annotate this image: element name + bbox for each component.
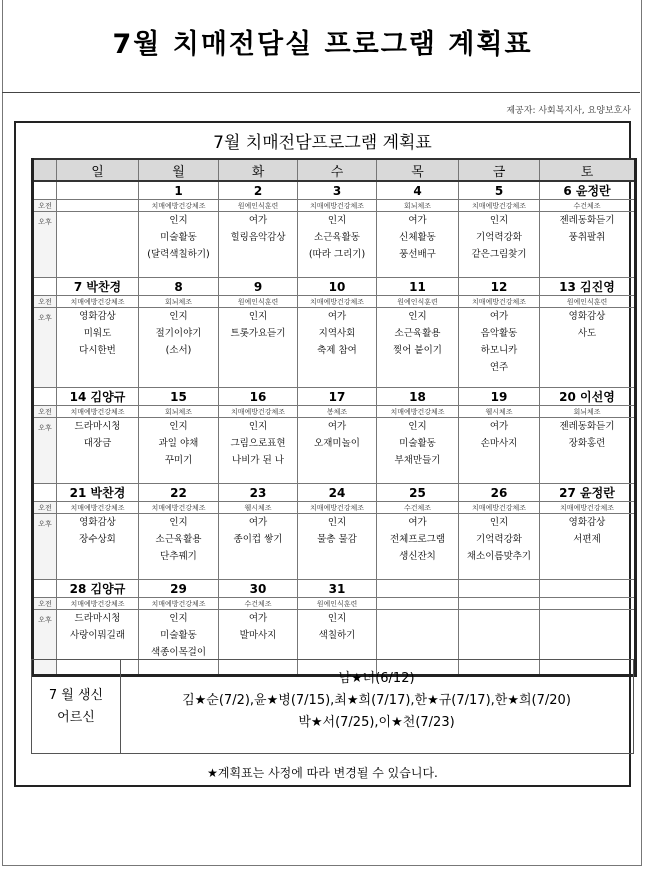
pm-program-cell <box>57 418 139 484</box>
date-cell: 24 <box>298 484 377 502</box>
pm-program-line: 지역사회 <box>318 328 356 339</box>
pm-program-line: 서편제 <box>573 534 601 545</box>
pm-program-cell <box>540 212 636 278</box>
pm-program-cell <box>139 212 219 278</box>
birthday-label <box>32 660 121 753</box>
am-program: 원예인식훈련 <box>540 296 636 308</box>
date-cell: 17 <box>298 388 377 406</box>
am-label: 오전 <box>33 200 57 212</box>
pm-program-line: 꾸미기 <box>164 455 193 466</box>
pm-program-line: 영화감상 <box>568 517 606 528</box>
pm-program-line: 인지 <box>248 311 268 322</box>
pm-program-line: 다시한번 <box>79 345 116 356</box>
birthday-box <box>31 659 634 754</box>
pm-program-line: 부채만들기 <box>394 455 441 466</box>
date-cell: 31 <box>298 580 377 598</box>
am-program: 회뇌체조 <box>540 406 636 418</box>
pm-program-line: 연주 <box>489 362 509 373</box>
date-cell: 13 김진영 <box>540 278 636 296</box>
am-program: 치매예방건강체조 <box>298 200 377 212</box>
pm-program-cell <box>540 308 636 388</box>
am-row <box>33 200 636 212</box>
am-row <box>33 406 636 418</box>
pm-program-cell <box>298 418 377 484</box>
pm-program-cell <box>377 418 459 484</box>
pm-program-cell <box>298 308 377 388</box>
am-program: 원예인식훈련 <box>377 296 459 308</box>
date-cell: 1 <box>139 181 219 200</box>
pm-label: 오후 <box>33 418 57 484</box>
date-cell: 23 <box>219 484 298 502</box>
pm-program-cell <box>377 514 459 580</box>
date-cell <box>540 580 636 598</box>
date-cell: 19 <box>459 388 540 406</box>
pm-program-cell <box>298 514 377 580</box>
date-label-cell <box>33 580 57 598</box>
am-program: 원예인식훈련 <box>298 598 377 610</box>
calendar-title: 7월 치매전담프로그램 계획표 <box>213 133 432 153</box>
date-cell: 25 <box>377 484 459 502</box>
am-label: 오전 <box>33 598 57 610</box>
pm-program-line: 영화감상 <box>79 311 116 322</box>
pm-program-line: 색종이목걸이 <box>150 647 207 658</box>
pm-program-line: 힐링음악감상 <box>230 232 286 243</box>
am-program: 치매예방건강체조 <box>57 296 139 308</box>
birthday-label-line: 7 월 생신 <box>48 687 104 703</box>
change-notice: ★계획표는 사정에 따라 변경될 수 있습니다. <box>207 766 438 780</box>
birthday-label-line: 어르신 <box>57 709 95 725</box>
am-program: 원예인식훈련 <box>219 200 298 212</box>
pm-label: 오후 <box>33 212 57 278</box>
am-label: 오전 <box>33 406 57 418</box>
pm-program-line: 젠레동화듣기 <box>559 215 615 226</box>
pm-program-cell <box>57 514 139 580</box>
date-cell: 3 <box>298 181 377 200</box>
pm-program-line: 여가 <box>408 517 427 528</box>
pm-program-line: 인지 <box>169 311 188 322</box>
pm-program-line: (소서) <box>165 345 192 356</box>
pm-program-cell <box>540 418 636 484</box>
calendar-table <box>31 158 637 677</box>
birthday-line: 남★녀(6/12) <box>338 671 415 686</box>
date-row <box>33 484 636 502</box>
am-program <box>57 200 139 212</box>
pm-program-line: 신체활동 <box>399 232 436 243</box>
date-cell: 15 <box>139 388 219 406</box>
date-cell: 5 <box>459 181 540 200</box>
am-program: 치매예방건강체조 <box>219 406 298 418</box>
pm-program-line: 미술활동 <box>160 630 197 641</box>
am-program: 치매예방건강체조 <box>298 502 377 514</box>
pm-program-line: 인지 <box>327 215 347 226</box>
pm-program-line: 인지 <box>248 421 268 432</box>
pm-program-line: 영화감상 <box>568 311 606 322</box>
pm-program-line: 채소이름맞추기 <box>466 551 532 562</box>
birthday-line: 김★순(7/2),윤★병(7/15),최★희(7/17),한★규(7/17),한★희(7/20) <box>182 693 571 708</box>
weekday-header: 월 <box>139 159 219 181</box>
pm-program-line: 미워도 <box>83 328 112 339</box>
am-program: 웰시체조 <box>219 502 298 514</box>
pm-program-line: 풍취팔취 <box>568 232 606 243</box>
pm-program-cell <box>459 308 540 388</box>
pm-program-line: 젠레동화듣기 <box>559 421 615 432</box>
pm-program-line: 여가 <box>489 421 509 432</box>
pm-program-cell <box>377 308 459 388</box>
am-program <box>377 598 459 610</box>
pm-program-line: 오재미놀이 <box>314 438 360 449</box>
weekday-header: 목 <box>377 159 459 181</box>
pm-program-cell <box>139 514 219 580</box>
am-program: 수건체조 <box>540 200 636 212</box>
am-program: 치매예방건강체조 <box>57 598 139 610</box>
am-program: 봉체조 <box>298 406 377 418</box>
page-title: 7월 치매전담실 프로그램 계획표 <box>112 29 533 60</box>
date-cell: 26 <box>459 484 540 502</box>
date-cell: 7 박찬경 <box>57 278 139 296</box>
am-program: 치매예방건강체조 <box>377 406 459 418</box>
am-program: 회뇌체조 <box>139 406 219 418</box>
pm-program-line: 물총 물감 <box>317 534 357 545</box>
pm-program-line: 여가 <box>327 421 347 432</box>
pm-program-line: 인지 <box>408 421 427 432</box>
date-row <box>33 388 636 406</box>
am-program: 원예인식훈련 <box>219 296 298 308</box>
pm-program-line: 미술활동 <box>399 438 436 449</box>
date-cell: 18 <box>377 388 459 406</box>
pm-program-line: 소근육활용 <box>394 328 441 339</box>
pm-row <box>33 308 636 388</box>
pm-program-line: 인지 <box>169 613 188 624</box>
pm-program-line: 절기이야기 <box>155 328 202 339</box>
pm-row <box>33 212 636 278</box>
pm-program-line: 사도 <box>577 328 597 339</box>
birthday-line: 박★서(7/25),이★천(7/23) <box>298 715 455 730</box>
weekday-header: 수 <box>298 159 377 181</box>
date-cell: 4 <box>377 181 459 200</box>
am-row <box>33 296 636 308</box>
pm-program-line: (달력색칠하기) <box>147 249 210 260</box>
date-label-cell <box>33 484 57 502</box>
am-program: 치매예방건강체조 <box>459 296 540 308</box>
am-program: 회뇌체조 <box>139 296 219 308</box>
title-divider <box>2 92 640 93</box>
pm-program-line: 생신잔치 <box>399 551 436 562</box>
pm-program-line: 사랑이뭐길래 <box>69 630 126 641</box>
date-cell: 29 <box>139 580 219 598</box>
pm-program-line: 손마사지 <box>480 438 518 449</box>
corner-cell <box>33 159 57 181</box>
pm-program-line: 장수상회 <box>79 534 116 545</box>
date-cell: 9 <box>219 278 298 296</box>
am-program: 치매예방건강체조 <box>459 200 540 212</box>
date-row <box>33 278 636 296</box>
date-cell: 30 <box>219 580 298 598</box>
date-cell: 6 윤정란 <box>540 181 636 200</box>
date-cell: 22 <box>139 484 219 502</box>
pm-program-line: 여가 <box>327 311 347 322</box>
pm-program-line: 소근육활동 <box>314 232 360 243</box>
date-cell: 16 <box>219 388 298 406</box>
am-program <box>540 598 636 610</box>
pm-program-line: 여가 <box>489 311 509 322</box>
pm-program-cell <box>139 308 219 388</box>
date-cell: 14 김양규 <box>57 388 139 406</box>
date-cell <box>459 580 540 598</box>
pm-program-line: 나비가 된 나 <box>232 455 284 466</box>
weekday-header: 토 <box>540 159 636 181</box>
pm-program-cell <box>219 308 298 388</box>
weekday-header: 금 <box>459 159 540 181</box>
date-label-cell <box>33 278 57 296</box>
am-program: 치매예방건강체조 <box>540 502 636 514</box>
am-row <box>33 598 636 610</box>
pm-program-line: 같은그림찾기 <box>471 249 527 260</box>
pm-program-line: 인지 <box>489 517 509 528</box>
pm-program-cell <box>459 212 540 278</box>
weekday-header-row <box>33 159 636 181</box>
pm-program-cell <box>219 212 298 278</box>
date-row <box>33 580 636 598</box>
pm-program-line: 종이컵 쌓기 <box>233 534 283 545</box>
pm-program-line: 인지 <box>489 215 509 226</box>
am-row <box>33 502 636 514</box>
pm-program-cell <box>298 212 377 278</box>
date-cell: 10 <box>298 278 377 296</box>
pm-label: 오후 <box>33 514 57 580</box>
date-cell: 12 <box>459 278 540 296</box>
date-cell: 8 <box>139 278 219 296</box>
pm-program-cell <box>377 212 459 278</box>
pm-program-line: 인지 <box>169 215 188 226</box>
pm-program-line: 인지 <box>408 311 427 322</box>
pm-program-line: 인지 <box>169 517 188 528</box>
provider-text: 제공자: 사회복지사, 요양보호사 <box>506 106 631 116</box>
pm-program-line: 과일 야채 <box>158 438 199 449</box>
am-label: 오전 <box>33 502 57 514</box>
date-cell <box>57 181 139 200</box>
pm-program-line: 축제 참여 <box>317 345 357 356</box>
pm-program-line: 드라마시청 <box>74 421 121 432</box>
pm-program-line: 대장금 <box>83 438 112 449</box>
pm-program-cell <box>139 418 219 484</box>
date-cell: 28 김양규 <box>57 580 139 598</box>
pm-program-line: 영화감상 <box>79 517 116 528</box>
pm-program-line: 트롯가요듣기 <box>230 328 286 339</box>
pm-program-line: 전체프로그램 <box>389 534 446 545</box>
weekday-header: 화 <box>219 159 298 181</box>
date-label-cell <box>33 181 57 200</box>
date-cell: 21 박찬경 <box>57 484 139 502</box>
pm-row <box>33 418 636 484</box>
weekday-header: 일 <box>57 159 139 181</box>
birthday-list <box>120 668 633 734</box>
am-program: 치매예방건강체조 <box>459 502 540 514</box>
am-program: 회뇌체조 <box>377 200 459 212</box>
pm-program-line: 색칠하기 <box>318 630 356 641</box>
pm-program-cell <box>459 514 540 580</box>
pm-program-line: 여가 <box>408 215 427 226</box>
date-cell <box>377 580 459 598</box>
am-label: 오전 <box>33 296 57 308</box>
pm-program-line: 단추꿰기 <box>160 551 197 562</box>
pm-program-line: 드라마시청 <box>74 613 121 624</box>
am-program: 웰시체조 <box>459 406 540 418</box>
pm-program-cell <box>57 308 139 388</box>
am-program: 치매예방건강체조 <box>57 406 139 418</box>
pm-row <box>33 514 636 580</box>
pm-program-line: 여가 <box>248 613 268 624</box>
pm-program-cell <box>57 212 139 278</box>
am-program: 수건체조 <box>219 598 298 610</box>
date-label-cell <box>33 388 57 406</box>
date-cell: 27 윤정란 <box>540 484 636 502</box>
pm-program-line: 찢어 붙이기 <box>393 345 442 356</box>
date-cell: 2 <box>219 181 298 200</box>
pm-program-line: 인지 <box>327 517 347 528</box>
pm-program-line: 인지 <box>169 421 188 432</box>
am-program: 치매예방건강체조 <box>139 502 219 514</box>
pm-program-line: 미술활동 <box>160 232 197 243</box>
pm-program-line: 여가 <box>248 215 268 226</box>
pm-label: 오후 <box>33 610 57 676</box>
pm-program-cell <box>219 418 298 484</box>
am-program <box>459 598 540 610</box>
calendar-table-wrap <box>31 158 634 677</box>
pm-program-line: 기억력강화 <box>476 232 522 243</box>
pm-program-cell <box>219 514 298 580</box>
pm-program-line: (따라 그리기) <box>308 249 366 260</box>
am-program: 치매예방건강체조 <box>139 598 219 610</box>
pm-program-line: 소근육활용 <box>155 534 202 545</box>
pm-program-line: 장화홍련 <box>568 438 606 449</box>
pm-program-line: 그림으로표현 <box>230 438 286 449</box>
pm-program-line: 풍선배구 <box>399 249 436 260</box>
pm-program-cell <box>540 514 636 580</box>
am-program: 치매예방건강체조 <box>57 502 139 514</box>
pm-program-line: 기억력강화 <box>476 534 522 545</box>
pm-program-line: 인지 <box>327 613 347 624</box>
am-program: 치매예방건강체조 <box>139 200 219 212</box>
pm-program-line: 발마사지 <box>239 630 277 641</box>
date-row <box>33 181 636 200</box>
pm-program-line: 음악활동 <box>480 328 518 339</box>
date-cell: 20 이선영 <box>540 388 636 406</box>
date-cell: 11 <box>377 278 459 296</box>
pm-program-line: 여가 <box>248 517 268 528</box>
am-program: 치매예방건강체조 <box>298 296 377 308</box>
pm-label: 오후 <box>33 308 57 388</box>
pm-program-cell <box>459 418 540 484</box>
am-program: 수건체조 <box>377 502 459 514</box>
pm-program-line: 하모니카 <box>480 345 518 356</box>
